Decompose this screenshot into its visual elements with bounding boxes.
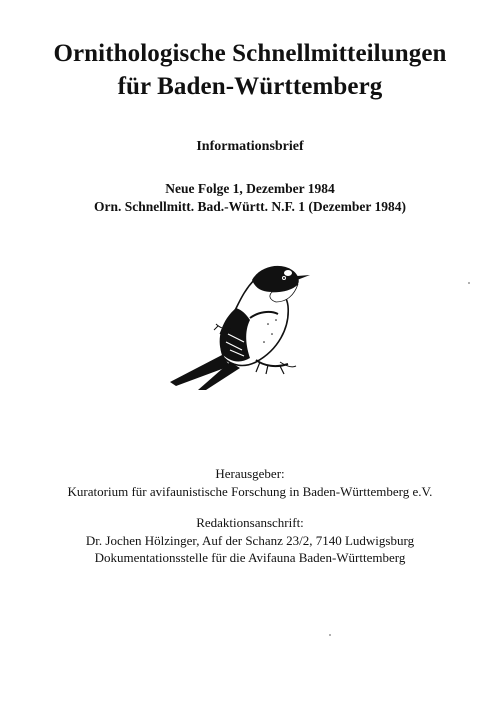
publisher-label: Herausgeber: (215, 466, 285, 481)
editorial-address: Dr. Jochen Hölzinger, Auf der Schanz 23/2, 7140 Ludwigsburg (85, 533, 415, 548)
bird-illustration-icon (160, 250, 320, 400)
editorial-label: Redaktionsanschrift: (196, 515, 304, 530)
editorial-department: Dokumentationsstelle für die Avifauna Baden-Württemberg (94, 550, 406, 565)
citation-line: Orn. Schnellmitt. Bad.-Württ. N.F. 1 (Dezember 1984) (94, 199, 406, 214)
scan-speck (329, 634, 331, 636)
issue-line: Neue Folge 1, Dezember 1984 (165, 181, 335, 196)
title-line-2: für Baden-Württemberg (117, 73, 383, 100)
document-kind: Informationsbrief (196, 139, 304, 154)
publisher-name: Kuratorium für avifaunistische Forschung in Baden-Württemberg e.V. (67, 484, 433, 499)
title-line-1: Ornithologische Schnellmitteilungen (53, 40, 447, 67)
scan-speck (468, 282, 470, 284)
